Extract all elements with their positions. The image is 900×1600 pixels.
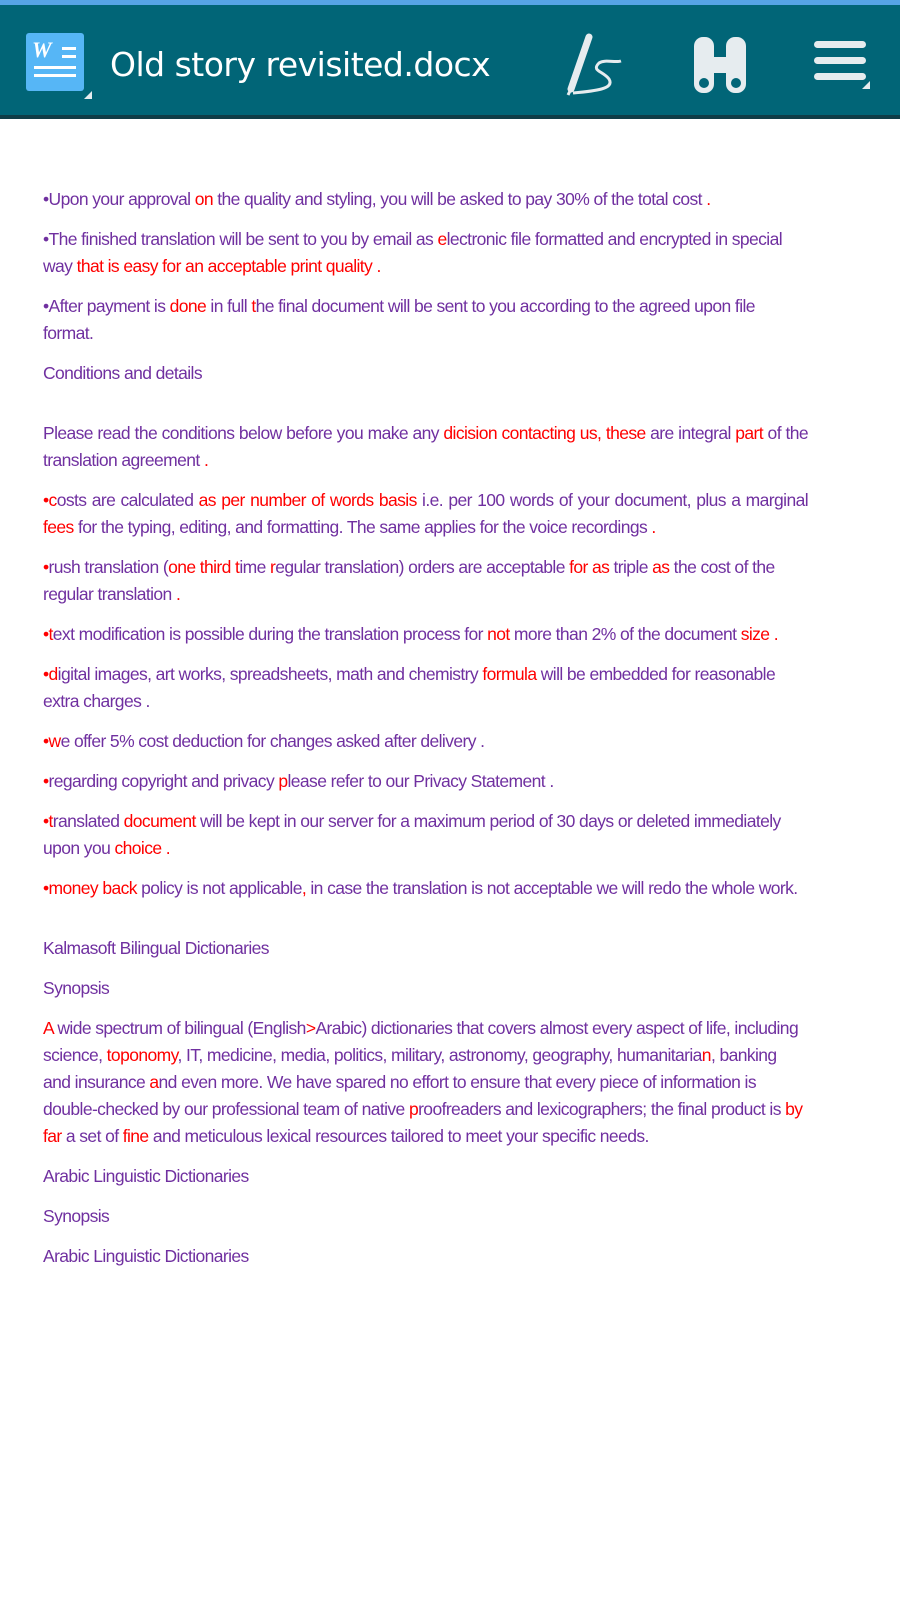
text-run: will be kept in our server for a maximum period of 30 days or deleted immediately upon you	[43, 811, 781, 858]
document-paragraph	[43, 360, 808, 387]
text-run: nd even more. We have spared no effort to ensure that every piece of information is double-checked by our professional team of native	[43, 1072, 756, 1119]
highlighted-text: •	[43, 771, 49, 791]
text-run: Synopsis	[43, 1206, 110, 1226]
text-run: wide spectrum of bilingual (English	[53, 1018, 306, 1038]
highlighted-text: that is easy for an acceptable print quality .	[76, 256, 381, 276]
highlighted-text: as	[652, 557, 670, 577]
highlighted-text: .	[203, 450, 209, 470]
text-run: of the translation agreement	[43, 423, 808, 470]
document-paragraph	[43, 808, 808, 862]
highlighted-text: r	[269, 557, 276, 577]
text-run: osts are calculated	[56, 490, 199, 510]
text-run: the quality and styling, you will be asked to pay 30% of the total cost	[213, 189, 707, 209]
highlighted-text: not	[487, 624, 510, 644]
text-run: more than 2% of the document	[509, 624, 741, 644]
text-run: Arabic) dictionaries that covers almost every aspect of life, including science,	[43, 1018, 799, 1065]
highlighted-text: ,	[301, 878, 307, 898]
text-run: for the typing, editing, and formatting. The same applies for the voice recordings	[73, 517, 652, 537]
highlighted-text: on	[194, 189, 213, 209]
document-title: Old story revisited.docx	[110, 45, 491, 84]
document-paragraph	[43, 1015, 808, 1150]
text-run: igital images, art works, spreadsheets, math and chemistry	[57, 664, 483, 684]
document-paragraph	[43, 226, 808, 280]
text-run: , banking and insurance	[43, 1045, 777, 1092]
highlighted-text: size .	[740, 624, 778, 644]
text-run: regarding copyright and privacy	[48, 771, 279, 791]
text-run: e offer 5% cost deduction for changes asked after delivery .	[60, 731, 485, 751]
text-run: lectronic file formatted and encrypted in special way	[43, 229, 782, 276]
text-run: the cost of the regular translation	[43, 557, 775, 604]
text-run: Please read the conditions below before you make any	[43, 423, 444, 443]
text-run: ime	[239, 557, 270, 577]
text-run: rush translation (	[48, 557, 169, 577]
highlighted-text: by far	[43, 1099, 803, 1146]
text-run: •Upon your approval	[43, 189, 195, 209]
document-paragraph	[43, 1163, 808, 1190]
text-run: are integral	[645, 423, 736, 443]
highlighted-text: .	[651, 517, 656, 537]
text-run: •The finished translation will be sent to you by email as	[43, 229, 438, 249]
text-run: ext modification is possible during the translation process for	[52, 624, 488, 644]
highlighted-text: •	[43, 731, 49, 751]
text-run: egular translation) orders are acceptable	[275, 557, 570, 577]
spacer	[43, 400, 808, 420]
highlighted-text: money back	[48, 878, 137, 898]
highlighted-text: choice .	[114, 838, 170, 858]
document-body[interactable]	[43, 186, 808, 1283]
dropdown-corner-icon	[84, 91, 92, 99]
text-run: Kalmasoft Bilingual Dictionaries	[43, 938, 269, 958]
highlighted-text: .	[175, 584, 181, 604]
highlighted-text: p	[408, 1099, 419, 1119]
text-run: will be embedded for reasonable extra charges .	[43, 664, 776, 711]
highlighted-text: t	[48, 624, 53, 644]
document-paragraph	[43, 768, 808, 795]
menu-icon[interactable]	[812, 33, 882, 99]
document-paragraph	[43, 1243, 808, 1270]
document-paragraph	[43, 554, 808, 608]
highlighted-text: .	[706, 189, 711, 209]
text-run: and meticulous lexical resources tailored to meet your specific needs.	[148, 1126, 649, 1146]
text-run: Conditions and details	[43, 363, 202, 383]
text-run: he final document will be sent to you according to the agreed upon file format.	[43, 296, 755, 343]
text-run: Arabic Linguistic Dictionaries	[43, 1166, 249, 1186]
highlighted-text: >	[305, 1018, 316, 1038]
highlighted-text: fees	[43, 517, 74, 537]
highlighted-text: n	[701, 1045, 711, 1065]
text-run: •After payment is	[43, 296, 170, 316]
document-paragraph	[43, 293, 808, 347]
text-run: Synopsis	[43, 978, 110, 998]
highlighted-text: as per number of words basis	[198, 490, 417, 510]
binoculars-search-icon[interactable]	[690, 33, 760, 99]
highlighted-text: toponomy	[106, 1045, 178, 1065]
document-paragraph	[43, 186, 808, 213]
word-doc-icon[interactable]: W	[26, 33, 84, 91]
app-toolbar	[0, 5, 900, 119]
text-run: in full	[206, 296, 252, 316]
highlighted-text: formula	[482, 664, 537, 684]
highlighted-text: e	[437, 229, 447, 249]
highlighted-text: dicision contacting us, these	[443, 423, 646, 443]
text-run: Arabic Linguistic Dictionaries	[43, 1246, 249, 1266]
highlighted-text: done	[169, 296, 207, 316]
text-run: policy is not applicable	[136, 878, 302, 898]
spacer	[43, 915, 808, 935]
document-paragraph	[43, 935, 808, 962]
highlighted-text: fine	[122, 1126, 149, 1146]
document-paragraph	[43, 661, 808, 715]
text-run: i.e. per 100 words of your document, plus a marginal	[416, 490, 808, 510]
document-paragraph	[43, 420, 808, 474]
highlighted-text: one third t	[168, 557, 240, 577]
highlighted-text: •	[43, 557, 49, 577]
document-paragraph	[43, 728, 808, 755]
highlighted-text: •	[43, 878, 49, 898]
highlighted-text: •	[43, 624, 49, 644]
text-run: in case the translation is not acceptable we will redo the whole work.	[306, 878, 798, 898]
highlighted-text: t	[48, 811, 53, 831]
document-paragraph	[43, 1203, 808, 1230]
highlighted-text: for as	[569, 557, 610, 577]
highlighted-text: a	[149, 1072, 159, 1092]
highlighted-text: p	[278, 771, 288, 791]
highlighted-text: w	[48, 731, 61, 751]
highlighted-text: part	[735, 423, 764, 443]
document-paragraph	[43, 875, 808, 902]
document-paragraph	[43, 487, 808, 541]
text-run: ranslated	[52, 811, 124, 831]
highlighted-text: t	[251, 296, 256, 316]
highlighted-text: •	[43, 664, 49, 684]
signature-pen-icon[interactable]	[565, 33, 635, 99]
text-run: , IT, medicine, media, politics, military, astronomy, geography, humanitaria	[177, 1045, 702, 1065]
text-run: a set of	[61, 1126, 123, 1146]
document-paragraph	[43, 621, 808, 648]
text-run: lease refer to our Privacy Statement .	[287, 771, 554, 791]
highlighted-text: c	[48, 490, 57, 510]
highlighted-text: d	[48, 664, 58, 684]
highlighted-text: A	[43, 1018, 54, 1038]
document-paragraph	[43, 975, 808, 1002]
text-run: triple	[609, 557, 653, 577]
highlighted-text: •	[43, 811, 49, 831]
text-run: roofreaders and lexicographers; the final product is	[418, 1099, 786, 1119]
highlighted-text: document	[123, 811, 196, 831]
highlighted-text: •	[43, 490, 49, 510]
